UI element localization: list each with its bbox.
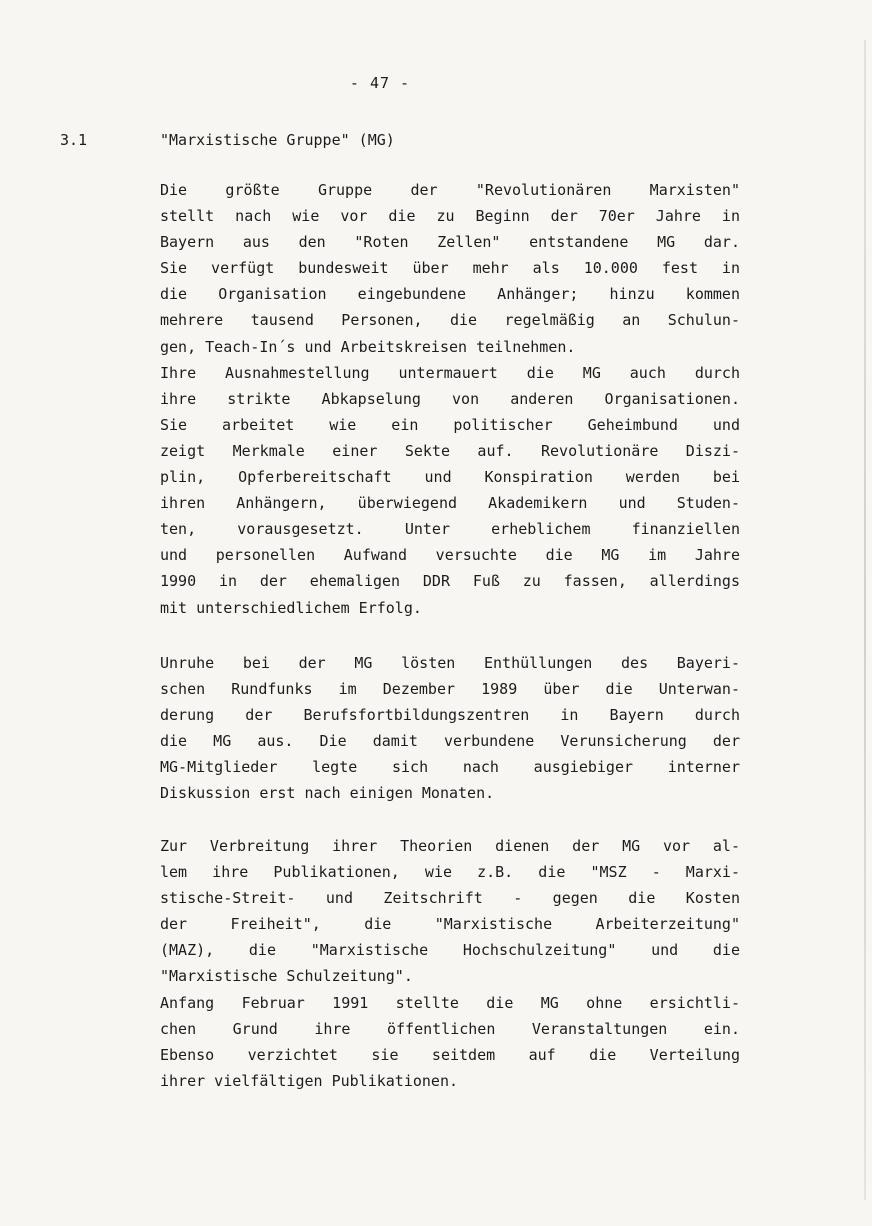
paragraph-1 bbox=[160, 177, 740, 621]
text-line: MG-Mitglieder legte sich nach ausgiebiger interner bbox=[160, 758, 740, 777]
text-line: zeigt Merkmale einer Sekte auf. Revolutionäre Diszi- bbox=[160, 441, 740, 460]
text-line: 1990 in der ehemaligen DDR Fuß zu fassen, allerdings bbox=[160, 572, 740, 591]
text-line: Sie arbeitet wie ein politischer Geheimbund und bbox=[160, 415, 740, 434]
text-line: stellt nach wie vor die zu Beginn der 70er Jahre in bbox=[160, 207, 740, 226]
text-line: derung der Berufsfortbildungszentren in Bayern durch bbox=[160, 706, 740, 725]
page-edge-shadow bbox=[864, 40, 866, 1200]
text-line: Unruhe bei der MG lösten Enthüllungen des Bayeri- bbox=[160, 654, 740, 672]
text-line: die MG aus. Die damit verbundene Verunsicherung der bbox=[160, 732, 740, 751]
text-line: schen Rundfunks im Dezember 1989 über die Unterwan- bbox=[160, 680, 740, 699]
text-line: Die größte Gruppe der "Revolutionären Marxisten" bbox=[160, 181, 740, 199]
text-line: ihrer vielfältigen Publikationen. bbox=[160, 1071, 459, 1090]
text-line: Sie verfügt bundesweit über mehr als 10.000 fest in bbox=[160, 259, 740, 278]
text-line: ihre strikte Abkapselung von anderen Organisationen. bbox=[160, 389, 740, 408]
text-line: ihren Anhängern, überwiegend Akademikern und Studen- bbox=[160, 494, 740, 513]
text-line: Zur Verbreitung ihrer Theorien dienen der MG vor al- bbox=[160, 837, 740, 855]
text-line: "Marxistische Schulzeitung". bbox=[160, 967, 413, 986]
text-line: Ihre Ausnahmestellung untermauert die MG auch durch bbox=[160, 363, 740, 382]
text-line: plin, Opferbereitschaft und Konspiration werden bei bbox=[160, 468, 740, 487]
text-line: mit unterschiedlichem Erfolg. bbox=[160, 598, 422, 617]
text-line: (MAZ), die "Marxistische Hochschulzeitung" und die bbox=[160, 941, 740, 960]
paragraph-3 bbox=[160, 833, 740, 1094]
section-title: "Marxistische Gruppe" (MG) bbox=[160, 131, 395, 149]
text-line: lem ihre Publikationen, wie z.B. die "MSZ - Marxi- bbox=[160, 863, 740, 882]
text-line: ten, vorausgesetzt. Unter erheblichem finanziellen bbox=[160, 520, 740, 539]
text-line: die Organisation eingebundene Anhänger; hinzu kommen bbox=[160, 285, 740, 304]
text-line: Anfang Februar 1991 stellte die MG ohne ersichtli- bbox=[160, 993, 740, 1012]
text-line: Ebenso verzichtet sie seitdem auf die Verteilung bbox=[160, 1045, 740, 1064]
text-line: der Freiheit", die "Marxistische Arbeiterzeitung" bbox=[160, 915, 740, 934]
section-number: 3.1 bbox=[60, 131, 88, 149]
page-number: - 47 - bbox=[349, 74, 411, 92]
text-line: Bayern aus den "Roten Zellen" entstandene MG dar. bbox=[160, 233, 740, 252]
text-line: Diskussion erst nach einigen Monaten. bbox=[160, 784, 495, 803]
text-line: mehrere tausend Personen, die regelmäßig an Schulun- bbox=[160, 311, 740, 330]
text-line: gen, Teach-In´s und Arbeitskreisen teilnehmen. bbox=[160, 337, 576, 356]
text-line: chen Grund ihre öffentlichen Veranstaltungen ein. bbox=[160, 1019, 740, 1038]
paragraph-2 bbox=[160, 650, 740, 807]
text-line: und personellen Aufwand versuchte die MG im Jahre bbox=[160, 546, 740, 565]
text-line: stische-Streit- und Zeitschrift - gegen die Kosten bbox=[160, 889, 740, 908]
